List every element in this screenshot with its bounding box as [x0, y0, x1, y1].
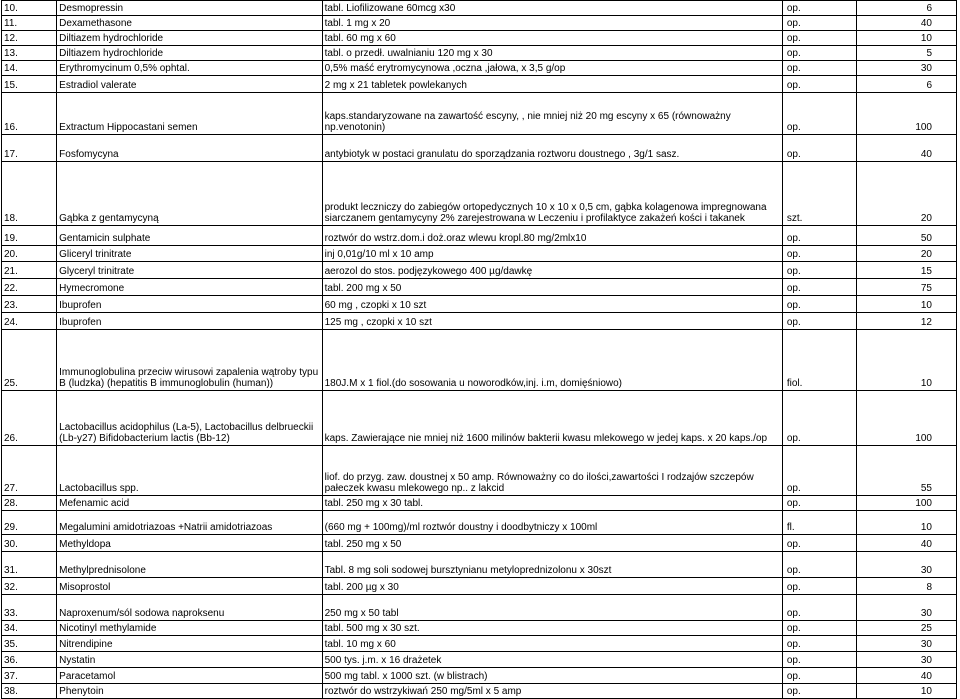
table-row [2, 279, 957, 296]
drug-form: tabl. Liofilizowane 60mcg x30 [322, 1, 782, 16]
drug-form: produkt leczniczy do zabiegów ortopedycznych 10 x 10 x 0,5 cm, gąbka kolagenowa impregnowana siarczanem gentamycyny 2% zarejestrowana w Leczeniu i profilaktyce zakażeń kości i takanek [322, 162, 782, 226]
unit: op. [782, 1, 856, 16]
drug-name: Nystatin [57, 652, 322, 668]
drug-form: (660 mg + 100mg)/ml roztwór doustny i doodbytniczy x 100ml [322, 511, 782, 535]
row-number: 18. [2, 162, 57, 226]
drug-name: Gąbka z gentamycyną [57, 162, 322, 226]
drug-name: Methyldopa [57, 535, 322, 552]
drug-form: kaps.standaryzowane na zawartość escyny, , nie mniej niż 20 mg escyny x 65 (równoważny np.venotonin) [322, 93, 782, 135]
drug-name: Nitrendipine [57, 636, 322, 652]
quantity: 30 [856, 595, 956, 621]
quantity: 100 [856, 93, 956, 135]
drug-list-body [2, 1, 957, 699]
quantity: 6 [856, 76, 956, 93]
drug-form: tabl. 10 mg x 60 [322, 636, 782, 652]
quantity: 40 [856, 16, 956, 31]
row-number: 11. [2, 16, 57, 31]
row-number: 33. [2, 595, 57, 621]
quantity: 30 [856, 652, 956, 668]
drug-form: 180J.M x 1 fiol.(do sosowania u noworodków,inj. i.m, domięśniowo) [322, 330, 782, 391]
table-row [2, 552, 957, 578]
row-number: 35. [2, 636, 57, 652]
drug-name: Paracetamol [57, 668, 322, 684]
drug-form: tabl. 60 mg x 60 [322, 31, 782, 46]
table-row [2, 162, 957, 226]
unit: op. [782, 31, 856, 46]
drug-form: tabl. 200 mg x 50 [322, 279, 782, 296]
table-row [2, 31, 957, 46]
drug-name: Glyceryl trinitrate [57, 262, 322, 279]
row-number: 20. [2, 246, 57, 262]
quantity: 10 [856, 684, 956, 699]
row-number: 13. [2, 46, 57, 61]
drug-form: antybiotyk w postaci granulatu do sporządzania roztworu doustnego , 3g/1 sasz. [322, 135, 782, 162]
row-number: 25. [2, 330, 57, 391]
table-row [2, 578, 957, 595]
quantity: 50 [856, 226, 956, 246]
row-number: 10. [2, 1, 57, 16]
drug-name: Diltiazem hydrochloride [57, 31, 322, 46]
table-row [2, 684, 957, 699]
drug-name: Phenytoin [57, 684, 322, 699]
unit: op. [782, 226, 856, 246]
table-row [2, 511, 957, 535]
unit: op. [782, 93, 856, 135]
drug-form: 500 tys. j.m. x 16 drażetek [322, 652, 782, 668]
row-number: 34. [2, 621, 57, 636]
drug-name: Erythromycinum 0,5% ophtal. [57, 61, 322, 76]
quantity: 25 [856, 621, 956, 636]
unit: op. [782, 668, 856, 684]
drug-name: Ibuprofen [57, 313, 322, 330]
table-row [2, 330, 957, 391]
drug-name: Mefenamic acid [57, 496, 322, 511]
unit: op. [782, 262, 856, 279]
table-row [2, 391, 957, 446]
row-number: 22. [2, 279, 57, 296]
row-number: 30. [2, 535, 57, 552]
row-number: 26. [2, 391, 57, 446]
drug-name: Extractum Hippocastani semen [57, 93, 322, 135]
drug-name: Fosfomycyna [57, 135, 322, 162]
drug-form: 250 mg x 50 tabl [322, 595, 782, 621]
drug-form: inj 0,01g/10 ml x 10 amp [322, 246, 782, 262]
drug-form: 125 mg , czopki x 10 szt [322, 313, 782, 330]
drug-name: Naproxenum/sól sodowa naproksenu [57, 595, 322, 621]
drug-form: tabl. 200 µg x 30 [322, 578, 782, 595]
quantity: 100 [856, 391, 956, 446]
row-number: 24. [2, 313, 57, 330]
drug-name: Lactobacillus spp. [57, 446, 322, 496]
unit: fl. [782, 511, 856, 535]
quantity: 40 [856, 668, 956, 684]
drug-name: Ibuprofen [57, 296, 322, 313]
quantity: 30 [856, 636, 956, 652]
drug-name: Gliceryl trinitrate [57, 246, 322, 262]
table-row [2, 496, 957, 511]
quantity: 20 [856, 162, 956, 226]
drug-name: Hymecromone [57, 279, 322, 296]
unit: op. [782, 296, 856, 313]
table-row [2, 652, 957, 668]
quantity: 40 [856, 535, 956, 552]
table-row [2, 636, 957, 652]
drug-name: Lactobacillus acidophilus (La-5), Lactobacillus delbrueckii (Lb-y27) Bifidobacterium lactis (Bb-12) [57, 391, 322, 446]
row-number: 31. [2, 552, 57, 578]
table-row [2, 313, 957, 330]
table-row [2, 446, 957, 496]
quantity: 10 [856, 31, 956, 46]
drug-form: liof. do przyg. zaw. doustnej x 50 amp. Równoważny co do ilości,zawartości I rodzajów szczepów pałeczek kwasu mlekowego np.. z lakcid [322, 446, 782, 496]
unit: op. [782, 636, 856, 652]
quantity: 30 [856, 552, 956, 578]
drug-name: Desmopressin [57, 1, 322, 16]
row-number: 16. [2, 93, 57, 135]
unit: op. [782, 446, 856, 496]
quantity: 15 [856, 262, 956, 279]
table-row [2, 595, 957, 621]
table-row [2, 535, 957, 552]
row-number: 14. [2, 61, 57, 76]
table-row [2, 246, 957, 262]
table-row [2, 46, 957, 61]
drug-form: roztwór do wstrz.dom.i doż.oraz wlewu kropl.80 mg/2mlx10 [322, 226, 782, 246]
unit: op. [782, 391, 856, 446]
drug-name: Misoprostol [57, 578, 322, 595]
unit: op. [782, 621, 856, 636]
drug-name: Methylprednisolone [57, 552, 322, 578]
drug-name: Diltiazem hydrochloride [57, 46, 322, 61]
drug-form: 60 mg , czopki x 10 szt [322, 296, 782, 313]
table-row [2, 1, 957, 16]
row-number: 29. [2, 511, 57, 535]
quantity: 30 [856, 61, 956, 76]
drug-name: Dexamethasone [57, 16, 322, 31]
unit: op. [782, 652, 856, 668]
row-number: 36. [2, 652, 57, 668]
drug-name: Immunoglobulina przeciw wirusowi zapalenia wątroby typu B (ludzka) (hepatitis B immunoglobulin (human)) [57, 330, 322, 391]
quantity: 10 [856, 330, 956, 391]
unit: op. [782, 135, 856, 162]
quantity: 8 [856, 578, 956, 595]
quantity: 10 [856, 296, 956, 313]
row-number: 19. [2, 226, 57, 246]
quantity: 10 [856, 511, 956, 535]
drug-form: tabl. 250 mg x 30 tabl. [322, 496, 782, 511]
row-number: 21. [2, 262, 57, 279]
drug-form: 2 mg x 21 tabletek powlekanych [322, 76, 782, 93]
unit: op. [782, 552, 856, 578]
row-number: 15. [2, 76, 57, 93]
drug-list-table [1, 0, 957, 699]
row-number: 38. [2, 684, 57, 699]
quantity: 40 [856, 135, 956, 162]
quantity: 6 [856, 1, 956, 16]
table-row [2, 226, 957, 246]
drug-form: aerozol do stos. podjęzykowego 400 µg/dawkę [322, 262, 782, 279]
drug-form: roztwór do wstrzykiwań 250 mg/5ml x 5 amp [322, 684, 782, 699]
unit: op. [782, 246, 856, 262]
unit: op. [782, 46, 856, 61]
drug-name: Megalumini amidotriazoas +Natrii amidotriazoas [57, 511, 322, 535]
drug-name: Gentamicin sulphate [57, 226, 322, 246]
unit: fiol. [782, 330, 856, 391]
unit: op. [782, 595, 856, 621]
drug-form: kaps. Zawierające nie mniej niż 1600 milinów bakterii kwasu mlekowego w jedej kaps. x 20 kaps./op [322, 391, 782, 446]
unit: op. [782, 496, 856, 511]
unit: szt. [782, 162, 856, 226]
row-number: 27. [2, 446, 57, 496]
unit: op. [782, 578, 856, 595]
row-number: 28. [2, 496, 57, 511]
row-number: 37. [2, 668, 57, 684]
table-row [2, 93, 957, 135]
drug-form: tabl. 250 mg x 50 [322, 535, 782, 552]
table-row [2, 296, 957, 313]
drug-form: tabl. 1 mg x 20 [322, 16, 782, 31]
drug-form: 500 mg tabl. x 1000 szt. (w blistrach) [322, 668, 782, 684]
table-row [2, 262, 957, 279]
unit: op. [782, 61, 856, 76]
unit: op. [782, 16, 856, 31]
drug-name: Estradiol valerate [57, 76, 322, 93]
drug-form: 0,5% maść erytromycynowa ,oczna ,jałowa, x 3,5 g/op [322, 61, 782, 76]
quantity: 5 [856, 46, 956, 61]
row-number: 12. [2, 31, 57, 46]
row-number: 32. [2, 578, 57, 595]
drug-form: tabl. 500 mg x 30 szt. [322, 621, 782, 636]
table-row [2, 621, 957, 636]
quantity: 55 [856, 446, 956, 496]
quantity: 75 [856, 279, 956, 296]
row-number: 23. [2, 296, 57, 313]
unit: op. [782, 684, 856, 699]
table-row [2, 135, 957, 162]
unit: op. [782, 535, 856, 552]
quantity: 20 [856, 246, 956, 262]
drug-form: tabl. o przedł. uwalnianiu 120 mg x 30 [322, 46, 782, 61]
table-row [2, 76, 957, 93]
drug-form: Tabl. 8 mg soli sodowej bursztynianu metyloprednizolonu x 30szt [322, 552, 782, 578]
quantity: 12 [856, 313, 956, 330]
table-row [2, 668, 957, 684]
unit: op. [782, 76, 856, 93]
row-number: 17. [2, 135, 57, 162]
table-row [2, 16, 957, 31]
unit: op. [782, 279, 856, 296]
quantity: 100 [856, 496, 956, 511]
drug-name: Nicotinyl methylamide [57, 621, 322, 636]
unit: op. [782, 313, 856, 330]
table-row [2, 61, 957, 76]
